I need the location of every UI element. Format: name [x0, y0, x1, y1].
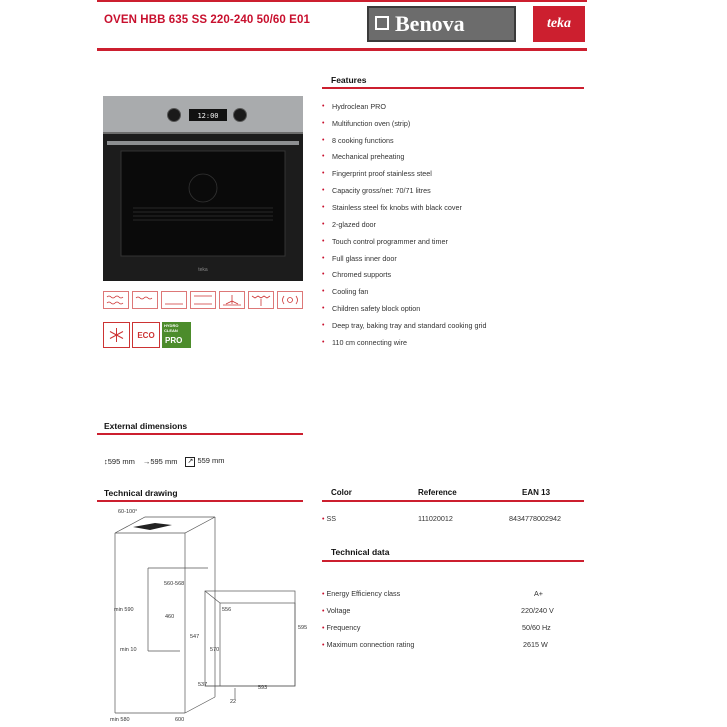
features-rule: [322, 87, 584, 89]
bottom-heat-icon: [132, 291, 158, 309]
d460-label: 460: [165, 614, 175, 620]
color-header: Color: [331, 488, 352, 497]
tech-row-power-label: • Maximum connection rating: [322, 640, 415, 649]
tech-row-energy-value: A+: [534, 589, 543, 598]
snowflake-badge-icon: [103, 322, 130, 348]
grill-fan-icon: [248, 291, 274, 309]
feature-item: • 110 cm connecting wire: [322, 337, 407, 347]
tech-row-frequency-value: 50/60 Hz: [522, 623, 551, 632]
d22-label: 22: [230, 699, 237, 705]
top-bottom-heat-icon: [103, 291, 129, 309]
feature-item: • Capacity gross/net: 70/71 litres: [322, 186, 431, 196]
pro-label: PRO: [165, 336, 183, 345]
width-arrow-icon: →: [142, 457, 151, 466]
feature-item: • Multifunction oven (strip): [322, 118, 411, 128]
teka-logo: [533, 6, 585, 42]
ean-value: 8434778002942: [509, 514, 561, 523]
depth-box-icon: ↗: [185, 457, 195, 467]
oven-photo: [103, 96, 303, 281]
tech-row-voltage-value: 220/240 V: [521, 606, 554, 615]
features-list: [322, 98, 487, 351]
min-580-label: min 580: [110, 717, 130, 723]
teka-logo-text: teka: [546, 16, 572, 31]
min-10-label: min 10: [120, 647, 137, 653]
technical-data-rule: [322, 560, 584, 562]
features-title: Features: [331, 75, 367, 85]
feature-item: • Deep tray, baking tray and standard cooking grid: [322, 320, 487, 330]
height-dimension: ↕595 mm: [104, 457, 135, 466]
feature-item: • Touch control programmer and timer: [322, 236, 448, 246]
technical-data-title: Technical data: [331, 547, 390, 557]
d595-label: 595: [298, 625, 308, 631]
feature-item: • 8 cooking functions: [322, 135, 394, 145]
color-value: • SS: [322, 514, 337, 523]
tech-row-power-value: 2615 W: [523, 640, 548, 649]
feature-item: • Mechanical preheating: [322, 152, 405, 162]
lower-heat-icon: [161, 291, 187, 309]
width-dimension: →595 mm: [142, 457, 178, 466]
eco-badge: [132, 322, 160, 348]
d547-label: 547: [190, 634, 200, 640]
hydroclean-pro-badge: [162, 322, 191, 348]
product-title: OVEN HBB 635 SS 220-240 50/60 E01: [104, 14, 310, 26]
angle-label: 60-100°: [118, 509, 138, 515]
hydroclean-label: HYDRO CLEAN: [164, 323, 179, 333]
d600-label: 600: [175, 717, 185, 723]
reference-header: Reference: [418, 488, 457, 497]
feature-item: • Hydroclean PRO: [322, 101, 386, 111]
external-dimensions-rule: [97, 433, 303, 435]
feature-item: • Stainless steel fix knobs with black cover: [322, 202, 462, 212]
feature-item: • 2-glazed door: [322, 219, 376, 229]
feature-item: • Fingerprint proof stainless steel: [322, 169, 432, 179]
height-arrow-icon: ↕: [104, 457, 108, 466]
ean-header: EAN 13: [522, 488, 551, 497]
d556-label: 556: [222, 607, 232, 613]
cavity-width-label: 560-568: [164, 581, 185, 587]
d570-label: 570: [210, 647, 220, 653]
technical-drawing-title: Technical drawing: [104, 488, 178, 498]
technical-drawing: [100, 503, 320, 725]
external-dimensions-title: External dimensions: [104, 421, 188, 431]
feature-item: • Full glass inner door: [322, 253, 397, 263]
brand-logo: [367, 6, 516, 42]
tech-row-frequency-label: • Frequency: [322, 623, 361, 632]
brand-square-icon: [375, 16, 389, 30]
reference-value: 111020012: [418, 514, 453, 523]
brand-label: Benova: [395, 11, 465, 36]
min-590-label: min 590: [114, 607, 134, 613]
feature-item: • Chromed supports: [322, 270, 392, 280]
d537-label: 537: [198, 682, 208, 688]
d593-label: 593: [258, 685, 268, 691]
svg-text:teka: teka: [198, 267, 208, 273]
top-heat-icon: [190, 291, 216, 309]
oven-clock-display: 12:00: [197, 112, 219, 120]
technical-drawing-rule: [97, 500, 303, 502]
fan-heat-icon: [219, 291, 245, 309]
depth-dimension: ↗ 559 mm: [185, 456, 224, 467]
feature-item: • Cooling fan: [322, 287, 369, 297]
dimensions-row: [104, 456, 225, 467]
feature-item: • Children safety block option: [322, 304, 421, 314]
product-table-rule: [322, 500, 584, 502]
eco-badge-label: ECO: [137, 330, 155, 340]
tech-row-energy-label: • Energy Efficiency class: [322, 589, 401, 598]
defrost-icon: [277, 291, 303, 309]
tech-row-voltage-label: • Voltage: [322, 606, 351, 615]
